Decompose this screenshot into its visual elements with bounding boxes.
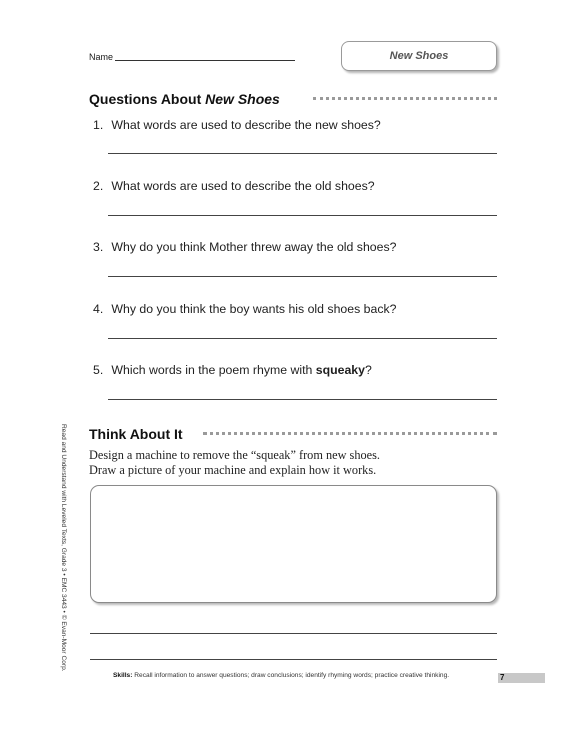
question-keyword: squeaky	[315, 363, 365, 377]
question-text: What words are used to describe the new shoes?	[111, 118, 381, 132]
answer-line-5[interactable]	[108, 399, 497, 400]
questions-heading	[89, 91, 280, 107]
question-text-after: ?	[364, 363, 372, 377]
think-heading-dots	[203, 432, 497, 435]
skills-footer	[113, 672, 449, 679]
worksheet-title: New Shoes	[389, 50, 449, 62]
question-number: 5.	[93, 363, 104, 377]
question-number: 4.	[93, 302, 104, 316]
question-5	[93, 363, 372, 377]
question-text: Why do you think the boy wants his old shoes back?	[111, 302, 397, 316]
questions-heading-dots	[313, 97, 497, 100]
question-text: What words are used to describe the old shoes?	[111, 179, 375, 193]
drawing-box[interactable]	[90, 485, 497, 603]
question-number: 2.	[93, 179, 104, 193]
answer-line-2[interactable]	[108, 215, 497, 216]
question-1	[93, 118, 381, 132]
questions-heading-prefix: Questions About	[89, 91, 206, 107]
question-text: Why do you think Mother threw away the old shoes?	[111, 240, 397, 254]
question-text-before: Which words in the poem rhyme with	[111, 363, 316, 377]
question-number: 1.	[93, 118, 104, 132]
answer-line-1[interactable]	[108, 153, 497, 154]
skills-text: Recall information to answer questions; draw conclusions; identify rhyming words; practice creative thinking.	[132, 672, 450, 679]
worksheet-title-box	[341, 41, 497, 71]
think-prompt-line-1: Design a machine to remove the “squeak” from new shoes.	[89, 448, 380, 462]
question-3	[93, 240, 396, 254]
answer-line-3[interactable]	[108, 276, 497, 277]
question-number: 3.	[93, 240, 104, 254]
name-field-line[interactable]	[115, 60, 295, 61]
answer-line-4[interactable]	[108, 338, 497, 339]
skills-label: Skills:	[113, 672, 133, 679]
side-credit: Read and Understand with Leveled Texts, Grade 3 • EMC 3443 • © Evan-Moor Corp.	[60, 424, 67, 672]
think-prompt-line-2: Draw a picture of your machine and explain how it works.	[89, 463, 377, 477]
name-label: Name	[89, 52, 114, 62]
page-number-bar	[498, 673, 545, 683]
explain-line-2[interactable]	[90, 659, 497, 660]
page-number: 7	[500, 673, 505, 682]
explain-line-1[interactable]	[90, 633, 497, 634]
question-4	[93, 302, 396, 316]
question-2	[93, 179, 375, 193]
questions-heading-title: New Shoes	[205, 91, 280, 107]
think-heading: Think About It	[89, 426, 183, 442]
